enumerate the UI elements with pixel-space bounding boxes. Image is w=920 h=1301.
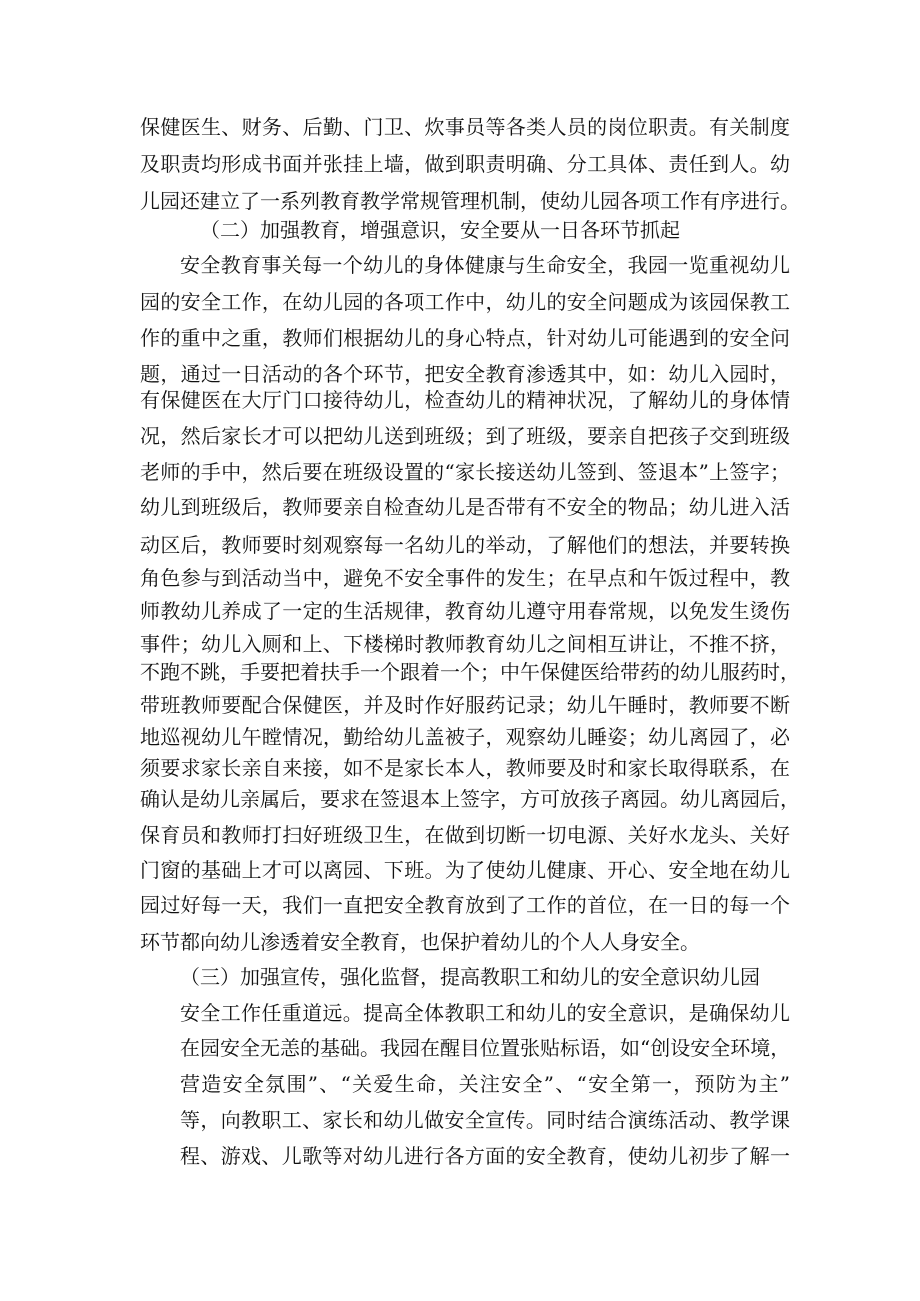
text-line: 营造安全氛围”、“关爱生命，关注安全”、“安全第一，预防为主” [180, 1072, 790, 1096]
text-line: 幼儿到班级后，教师要亲自检查幼儿是否带有不安全的物品；幼儿进入活 [140, 495, 790, 519]
text-line: 有保健医在大厅门口接待幼儿，检查幼儿的精神状况，了解幼儿的身体情 [140, 388, 790, 412]
text-line: 须要求家长亲自来接，如不是家长本人，教师要及时和家长取得联系，在 [140, 756, 790, 780]
text-line: 保育员和教师打扫好班级卫生，在做到切断一切电源、关好水龙头、关好 [140, 823, 790, 847]
text-line: 门窗的基础上才可以离园、下班。为了使幼儿健康、开心、安全地在幼儿 [140, 858, 790, 882]
text-line: 等，向教职工、家长和幼儿做安全宣传。同时结合演练活动、教学课 [180, 1108, 790, 1132]
text-line: 师教幼儿养成了一定的生活规律，教育幼儿遵守用春常规，以免发生烫伤 [140, 599, 790, 623]
text-line: 确认是幼儿亲属后，要求在签退本上签字，方可放孩子离园。幼儿离园后， [140, 787, 800, 811]
section-heading-3: （三）加强宣传，强化监督，提高教职工和幼儿的安全意识幼儿园 [180, 965, 760, 989]
text-line: 儿园还建立了一系列教育教学常规管理机制，使幼儿园各项工作有序进行。 [140, 189, 800, 213]
text-line: 老师的手中，然后要在班级设置的“家长接送幼儿签到、签退本”上签字； [140, 460, 790, 484]
text-line: 动区后，教师要时刻观察每一名幼儿的举动，了解他们的想法，并要转换 [140, 533, 790, 557]
text-line: 事件；幼儿入厕和上、下楼梯时教师教育幼儿之间相互讲让，不推不挤， [140, 632, 790, 656]
text-line: 地巡视幼儿午瞠情况，勤给幼儿盖被子，观察幼儿睡姿；幼儿离园了，必 [140, 725, 790, 749]
text-line: 程、游戏、儿歌等对幼儿进行各方面的安全教育，使幼儿初步了解一 [180, 1144, 790, 1168]
text-line: 况，然后家长才可以把幼儿送到班级；到了班级，要亲自把孩子交到班级 [140, 424, 790, 448]
text-line: 角色参与到活动当中，避免不安全事件的发生；在早点和午饭过程中，教 [140, 566, 790, 590]
text-line: 园的安全工作，在幼儿园的各项工作中，幼儿的安全问题成为该园保教工 [140, 290, 790, 314]
text-line: 及职责均形成书面并张挂上墙，做到职责明确、分工具体、责任到人。幼 [140, 152, 790, 176]
text-line: 带班教师要配合保健医，并及时作好服药记录；幼儿午睡时，教师要不断 [140, 693, 790, 717]
text-line: 作的重中之重，教师们根据幼儿的身心特点，针对幼儿可能遇到的安全问 [140, 326, 790, 350]
text-line: 不跑不跳，手要把着扶手一个跟着一个；中午保健医给带药的幼儿服药时， [140, 660, 800, 684]
text-line: 园过好每一天，我们一直把安全教育放到了工作的首位，在一日的每一个 [140, 893, 790, 917]
text-line: 题，通过一日活动的各个环节，把安全教育渗透其中，如：幼儿入园时， [140, 362, 790, 386]
text-line: 在园安全无恙的基础。我园在醒目位置张贴标语，如“创设安全环境， [180, 1036, 791, 1060]
text-line: 保健医生、财务、后勤、门卫、炊事员等各类人员的岗位职责。有关制度 [140, 115, 790, 139]
section-heading-2: （二）加强教育，增强意识，安全要从一日各环节抓起 [200, 218, 680, 242]
text-line: 环节都向幼儿渗透着安全教育，也保护着幼儿的个人人身安全。 [140, 930, 700, 954]
text-line: 安全工作任重道远。提高全体教职工和幼儿的安全意识，是确保幼儿 [180, 1001, 790, 1025]
text-line: 安全教育事关每一个幼儿的身体健康与生命安全，我园一览重视幼儿 [180, 253, 790, 277]
